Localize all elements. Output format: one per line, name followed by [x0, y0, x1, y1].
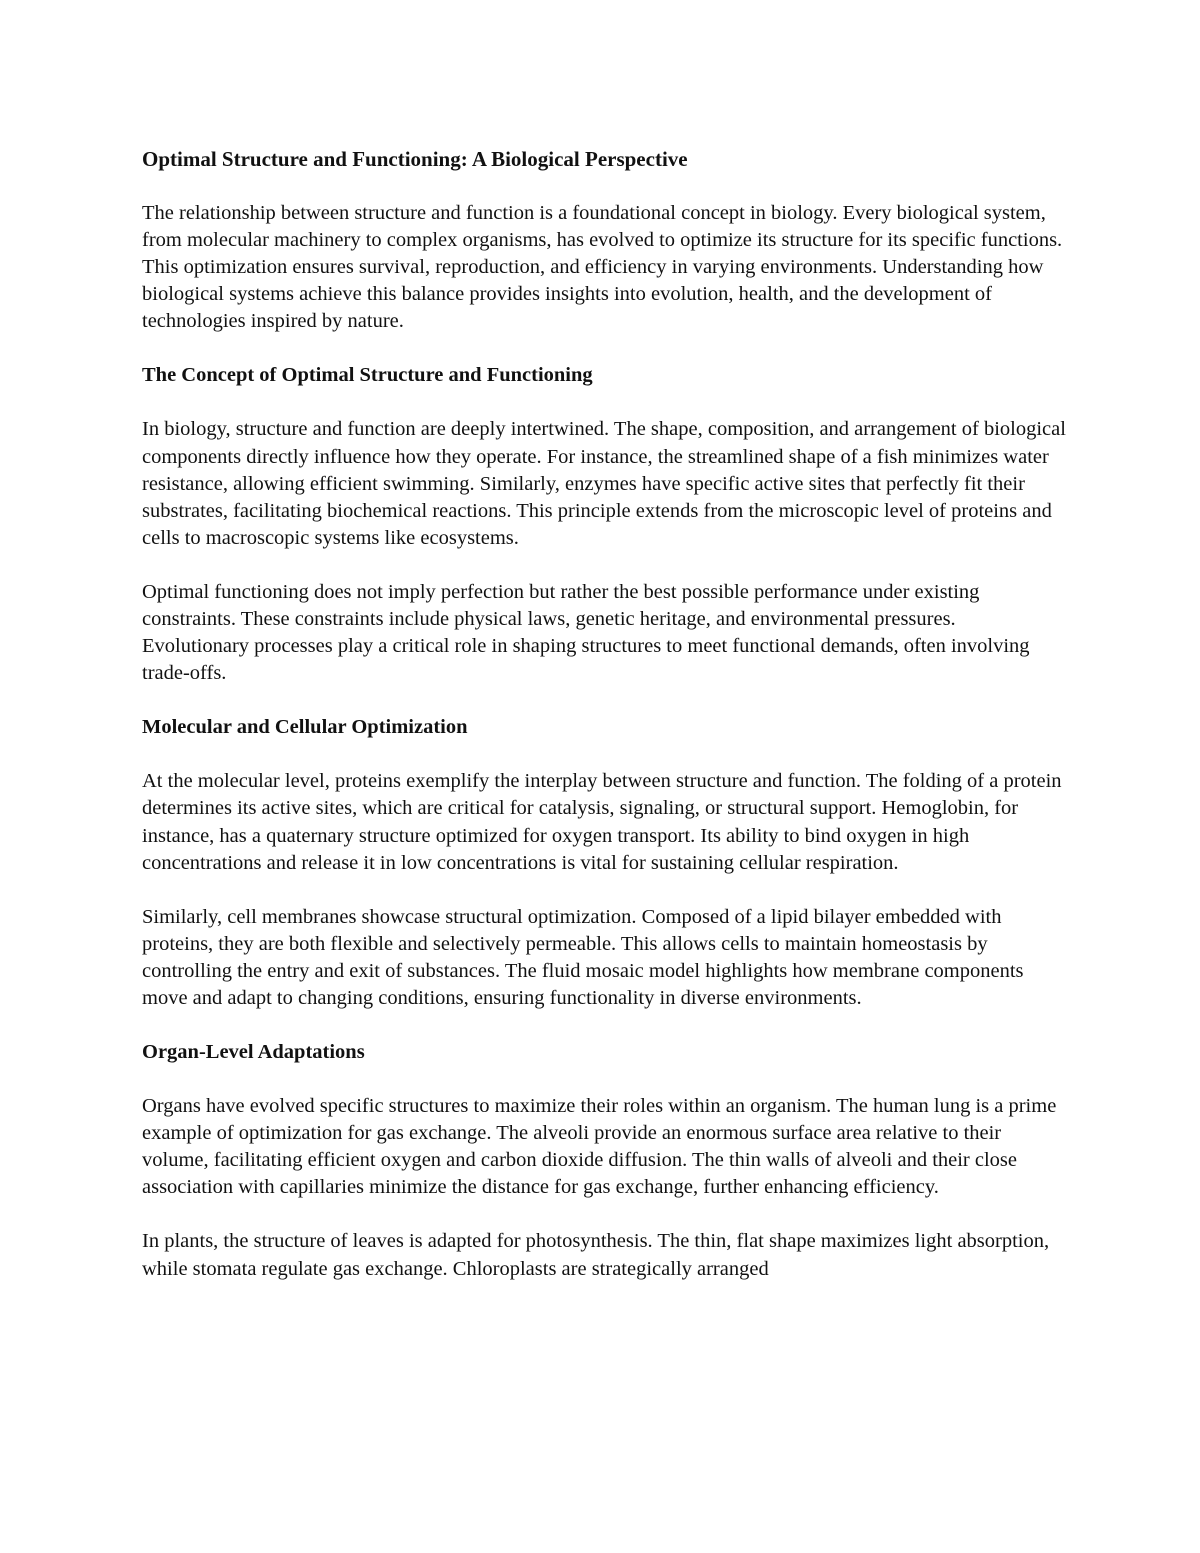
section-heading-organ: Organ-Level Adaptations: [142, 1041, 365, 1064]
paragraph: At the molecular level, proteins exemplify the interplay between structure and function. The folding of a protein determines its active sites, which are critical for catalysis, signaling, or structural support. Hemoglobin, for instance, has a quaternary structure optimized for oxygen transport. Its ability to bind oxygen in high concentrations and release it in low concentrations is vital for sustaining cellular respiration.: [142, 770, 1062, 874]
intro-paragraph: The relationship between structure and function is a foundational concept in biology. Every biological system, from molecular machinery to complex organisms, has evolved to optimize its structure for its specific functions. This optimization ensures survival, reproduction, and efficiency in varying environments. Understanding how biological systems achieve this balance provides insights into evolution, health, and the development of technologies inspired by nature.: [142, 202, 1063, 333]
section-heading-molecular: Molecular and Cellular Optimization: [142, 716, 468, 739]
paragraph: Similarly, cell membranes showcase structural optimization. Composed of a lipid bilayer embedded with proteins, they are both flexible and selectively permeable. This allows cells to maintain homeostasis by controlling the entry and exit of substances. The fluid mosaic model highlights how membrane components move and adapt to changing conditions, ensuring functionality in diverse environments.: [142, 905, 1024, 1009]
section-heading-concept: The Concept of Optimal Structure and Functioning: [142, 364, 593, 387]
paragraph: In biology, structure and function are deeply intertwined. The shape, composition, and arrangement of biological components directly influence how they operate. For instance, the streamlined shape of a fish minimizes water resistance, allowing efficient swimming. Similarly, enzymes have specific active sites that perfectly fit their substrates, facilitating biochemical reactions. This principle extends from the microscopic level of proteins and cells to macroscopic systems like ecosystems.: [142, 418, 1066, 549]
document-title: Optimal Structure and Functioning: A Biological Perspective: [142, 147, 688, 171]
document-page: [142, 146, 1067, 1310]
paragraph: Organs have evolved specific structures to maximize their roles within an organism. The human lung is a prime example of optimization for gas exchange. The alveoli provide an enormous surface area relative to their volume, facilitating efficient oxygen and carbon dioxide diffusion. The thin walls of alveoli and their close association with capillaries minimize the distance for gas exchange, further enhancing efficiency.: [142, 1095, 1057, 1199]
paragraph: In plants, the structure of leaves is adapted for photosynthesis. The thin, flat shape maximizes light absorption, while stomata regulate gas exchange. Chloroplasts are strategically arranged: [142, 1230, 1050, 1280]
paragraph: Optimal functioning does not imply perfection but rather the best possible performance under existing constraints. These constraints include physical laws, genetic heritage, and environmental pressures. Evolutionary processes play a critical role in shaping structures to meet functional demands, often involving trade-offs.: [142, 580, 1030, 685]
